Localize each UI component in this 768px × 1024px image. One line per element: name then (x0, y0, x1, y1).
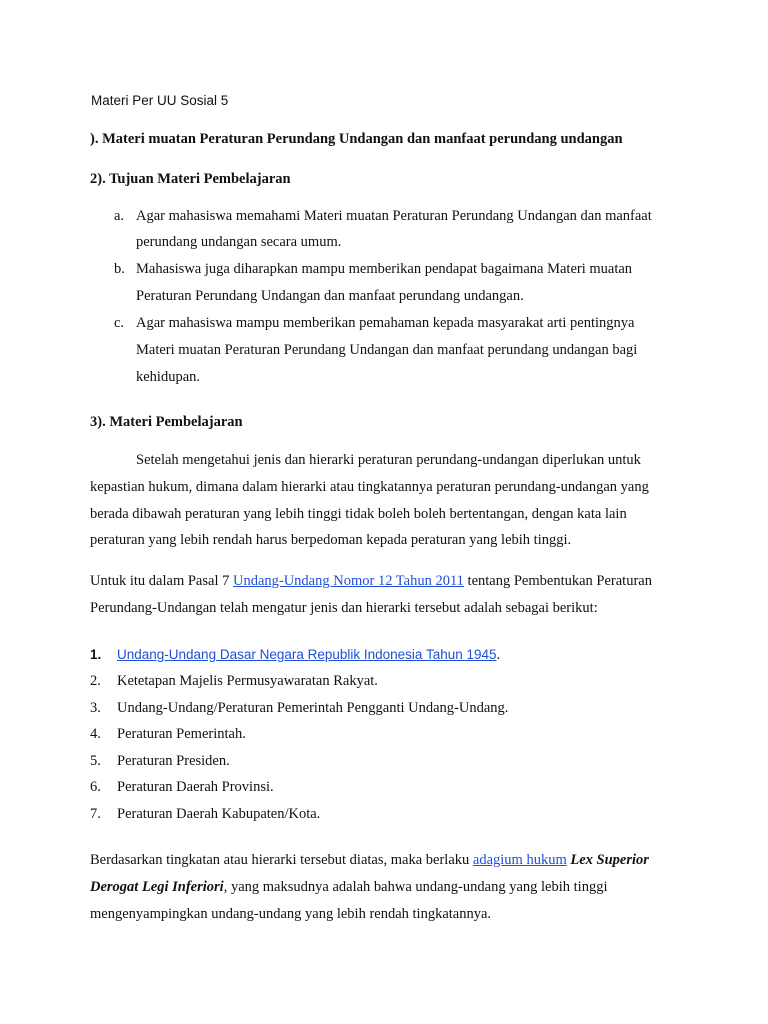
list-number: 4. (90, 726, 101, 742)
list-number: 2. (90, 673, 101, 689)
objective-line: kehidupan. (136, 369, 201, 385)
list-item: Peraturan Pemerintah. (117, 726, 246, 742)
paragraph-line: Derogat Legi Inferiori, yang maksudnya adalah bahwa undang-undang yang lebih tinggi (90, 879, 608, 895)
list-number: 7. (90, 806, 101, 822)
paragraph-line: peraturan yang lebih rendah harus berpedoman kepada peraturan yang lebih tinggi. (90, 532, 572, 548)
paragraph-line: kepastian hukum, dimana dalam hierarki atau tingkatannya peraturan perundang-undangan yang (90, 479, 649, 495)
adagium-hukum-link[interactable]: adagium hukum (472, 852, 567, 868)
objective-line: Peraturan Perundang Undangan dan manfaat perundang undangan. (136, 288, 524, 304)
heading-tujuan: 2). Tujuan Materi Pembelajaran (90, 171, 291, 187)
paragraph-line: mengenyampingkan undang-undang yang lebih rendah tingkatannya. (90, 906, 492, 922)
objective-line: Materi muatan Peraturan Perundang Undangan dan manfaat perundang undangan bagi (136, 342, 638, 358)
list-item: Undang-Undang Dasar Negara Republik Indonesia Tahun 1945. (117, 647, 501, 663)
list-item: Peraturan Daerah Kabupaten/Kota. (117, 806, 321, 822)
paragraph-line: Perundang-Undangan telah mengatur jenis dan hierarki tersebut adalah sebagai berikut: (90, 600, 598, 616)
list-item: Peraturan Presiden. (117, 753, 230, 769)
list-number: 3. (90, 700, 101, 716)
objective-marker: c. (114, 315, 125, 331)
paragraph-line: berada dibawah peraturan yang lebih tinggi tidak boleh boleh bertentangan, dengan kata lain (90, 506, 627, 522)
objective-line: Mahasiswa juga diharapkan mampu memberikan pendapat bagaimana Materi muatan (136, 261, 633, 277)
objective-marker: a. (114, 208, 125, 224)
list-number: 5. (90, 753, 101, 769)
list-number: 1. (90, 647, 102, 662)
paragraph-line: Untuk itu dalam Pasal 7 Undang-Undang Nomor 12 Tahun 2011 tentang Pembentukan Peraturan (90, 573, 652, 589)
objective-line: Agar mahasiswa mampu memberikan pemahaman kepada masyarakat arti pentingnya (136, 315, 635, 331)
objective-line: perundang undangan secara umum. (136, 234, 342, 250)
uud-1945-link[interactable]: Undang-Undang Dasar Negara Republik Indonesia Tahun 1945 (117, 647, 497, 662)
objective-line: Agar mahasiswa memahami Materi muatan Peraturan Perundang Undangan dan manfaat (136, 208, 652, 224)
list-item: Ketetapan Majelis Permusyawaratan Rakyat. (117, 673, 378, 689)
list-item: Undang-Undang/Peraturan Pemerintah Pengganti Undang-Undang. (117, 700, 509, 716)
paragraph-line: Berdasarkan tingkatan atau hierarki tersebut diatas, maka berlaku adagium hukum Lex Superior (90, 852, 649, 868)
list-item: Peraturan Daerah Provinsi. (117, 779, 274, 795)
document-title: Materi Per UU Sosial 5 (91, 93, 229, 108)
list-number: 6. (90, 779, 101, 795)
objective-marker: b. (114, 261, 125, 277)
heading-materi-pembelajaran: 3). Materi Pembelajaran (90, 414, 243, 430)
heading-materi-muatan: ). Materi muatan Peraturan Perundang Undangan dan manfaat perundang undangan (90, 131, 623, 147)
paragraph-line: Setelah mengetahui jenis dan hierarki peraturan perundang-undangan diperlukan untuk (136, 452, 641, 468)
uu-12-2011-link[interactable]: Undang-Undang Nomor 12 Tahun 2011 (232, 573, 464, 589)
